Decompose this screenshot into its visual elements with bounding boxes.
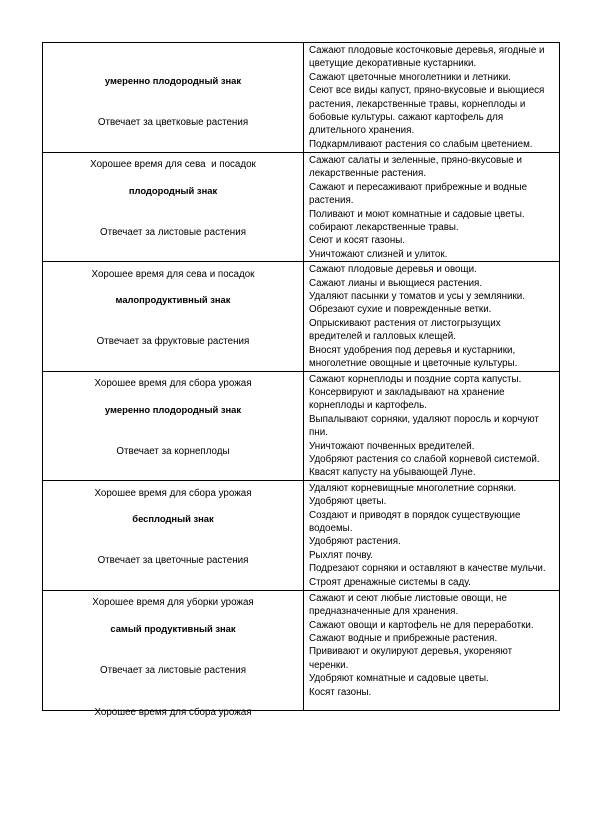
- fertility-label: бесплодный знак: [132, 512, 214, 524]
- action-paragraph: [309, 576, 556, 589]
- action-line: Сажают плодовые деревья и овощи.: [309, 264, 477, 276]
- action-line: Вносят удобрения под деревья и кустарники,: [309, 344, 516, 356]
- action-line: черенки.: [309, 659, 349, 671]
- action-line: Подкармливают растения со слабым цветением.: [309, 138, 533, 150]
- action-line: Прививают и окулируют деревья, укореняют: [309, 646, 513, 658]
- sign-cell: [43, 371, 304, 499]
- action-line: Сажают корнеплоды и поздние сорта капусты.: [309, 373, 522, 385]
- action-line: собирают лекарственные травы.: [309, 222, 459, 234]
- action-paragraph: [309, 562, 556, 575]
- action-paragraph: [309, 154, 556, 181]
- action-line: Квасят капусту на убывающей Луне.: [309, 467, 476, 479]
- action-paragraph: [309, 248, 556, 261]
- action-paragraph: [309, 645, 556, 672]
- actions-cell: [304, 153, 560, 262]
- action-paragraph: [309, 509, 556, 536]
- action-line: Подрезают сорняки и оставляют в качестве мульчи.: [309, 563, 546, 575]
- action-paragraph: [309, 290, 556, 303]
- action-line: длительного хранения.: [309, 125, 415, 137]
- sign-cell: [43, 590, 304, 718]
- action-paragraph: [309, 317, 556, 344]
- action-paragraph: [309, 277, 556, 290]
- responsible-for-text: Отвечает за цветочные растения: [97, 554, 249, 566]
- action-line: вредителей и галловых клещей.: [309, 331, 456, 343]
- action-line: Сажают овощи и картофель не для переработки.: [309, 619, 534, 631]
- good-time-text: Хорошее время для сева и посадок: [90, 159, 256, 170]
- action-line: Сажают и сеют любые листовые овощи, не: [309, 592, 507, 604]
- action-paragraph: [309, 44, 556, 71]
- action-line: бобовые культуры. сажают картофель для: [309, 112, 504, 124]
- action-line: Уничтожают почвенных вредителей.: [309, 440, 475, 452]
- action-line: цветущие декоративные кустарники.: [309, 58, 477, 70]
- action-line: Удобряют растения со слабой корневой системой.: [309, 453, 540, 465]
- action-paragraph: [309, 303, 556, 316]
- action-paragraph: [309, 208, 556, 235]
- action-paragraph: [309, 592, 556, 619]
- action-line: Опрыскивают растения от листогрызущих: [309, 317, 501, 329]
- action-line: многолетние овощные и цветочные культуры.: [309, 358, 518, 370]
- responsible-for-text: Отвечает за листовые растения: [99, 227, 246, 238]
- action-line: корнеплоды и картофель.: [309, 400, 427, 412]
- action-paragraph: [309, 263, 556, 276]
- action-line: Сеют и косят газоны.: [309, 235, 406, 247]
- zodiac-row: [43, 153, 560, 262]
- action-line: Обрезают сухие и поврежденные ветки.: [309, 304, 492, 316]
- action-paragraph: [309, 344, 556, 371]
- sign-description: [92, 594, 254, 748]
- action-paragraph: [309, 632, 556, 645]
- action-line: Удаляют пасынки у томатов и усы у земляники.: [309, 291, 525, 303]
- action-paragraph: [309, 672, 556, 685]
- action-line: Удобряют комнатные и садовые цветы.: [309, 673, 489, 685]
- action-line: Рыхлят почву.: [309, 549, 373, 561]
- sign-cell: [43, 480, 304, 608]
- action-line: Косят газоны.: [309, 686, 372, 698]
- sign-cell: [43, 153, 304, 280]
- action-line: Сажают и пересаживают прибрежные и водные: [309, 181, 528, 193]
- responsible-for-text: Отвечает за фруктовые растения: [96, 336, 250, 348]
- action-paragraph: [309, 686, 556, 699]
- action-paragraph: [309, 440, 556, 453]
- good-time-text: Хорошее время для сбора урожая: [94, 378, 252, 390]
- action-paragraph: [309, 84, 556, 138]
- action-paragraph: [309, 181, 556, 208]
- action-paragraph: [309, 482, 556, 495]
- zodiac-row: [43, 371, 560, 480]
- action-paragraph: [309, 373, 556, 386]
- responsible-for-text: Отвечает за цветковые растения: [97, 117, 249, 128]
- action-line: лекарственные растения.: [309, 168, 427, 180]
- action-line: растения.: [309, 195, 354, 207]
- action-line: Сажают лианы и вьющиеся растения.: [309, 277, 483, 289]
- action-line: Сеют все виды капуст, пряно-вкусовые и вьющиеся: [309, 85, 545, 97]
- action-line: Создают и приводят в порядок существующие: [309, 509, 521, 521]
- action-line: Выпалывают сорняки, удаляют поросль и корчуют: [309, 413, 539, 425]
- zodiac-row: [43, 262, 560, 371]
- good-time-text: Хорошее время для сбора урожая: [94, 706, 252, 718]
- action-line: Удаляют корневищные многолетние сорняки.: [309, 482, 517, 494]
- action-line: Удобряют растения.: [309, 536, 401, 548]
- sign-cell: [43, 43, 304, 170]
- action-line: водоемы.: [309, 522, 353, 534]
- action-line: Сажают плодовые косточковые деревья, ягодные и: [309, 45, 545, 56]
- action-line: Удобряют цветы.: [309, 496, 387, 508]
- action-line: Сажают водные и прибрежные растения.: [309, 632, 498, 644]
- action-paragraph: [309, 549, 556, 562]
- actions-cell: [304, 371, 560, 480]
- zodiac-row: [43, 590, 560, 710]
- fertility-label: малопродуктивный знак: [115, 294, 231, 306]
- action-paragraph: [309, 234, 556, 247]
- action-paragraph: [309, 71, 556, 84]
- action-paragraph: [309, 138, 556, 151]
- good-time-text: Хорошее время для сева и посадок: [91, 269, 255, 280]
- actions-cell: [304, 43, 560, 153]
- action-line: Сажают салаты и зеленные, пряно-вкусовые и: [309, 155, 522, 166]
- action-paragraph: [309, 386, 556, 413]
- sign-cell: [43, 262, 304, 390]
- action-line: Уничтожают слизней и улиток.: [309, 248, 448, 260]
- responsible-for-text: Отвечает за корнеплоды: [116, 445, 230, 457]
- zodiac-row: [43, 43, 560, 153]
- actions-cell: [304, 480, 560, 590]
- action-line: растения, лекарственные травы, корнеплоды и: [309, 98, 526, 110]
- action-paragraph: [309, 453, 556, 466]
- responsible-for-text: Отвечает за листовые растения: [99, 664, 246, 676]
- zodiac-row: [43, 480, 560, 590]
- good-time-text: Хорошее время для уборки урожая: [92, 596, 254, 608]
- action-line: Консервируют и закладывают на хранение: [309, 386, 505, 398]
- action-paragraph: [309, 619, 556, 632]
- action-line: пни.: [309, 427, 328, 439]
- fertility-label: умеренно плодородный знак: [104, 403, 242, 415]
- good-time-text: Хорошее время для сбора урожая: [94, 487, 252, 499]
- action-line: Сажают цветочные многолетники и летники.: [309, 71, 511, 83]
- action-paragraph: [309, 535, 556, 548]
- action-line: Строят дренажные системы в саду.: [309, 576, 471, 588]
- action-paragraph: [309, 413, 556, 440]
- fertility-label: плодородный знак: [128, 185, 218, 196]
- actions-cell: [304, 590, 560, 710]
- action-line: Поливают и моют комнатные и садовые цветы.: [309, 208, 525, 220]
- action-paragraph: [309, 495, 556, 508]
- fertility-label: умеренно плодородный знак: [104, 75, 242, 86]
- zodiac-gardening-table: [42, 42, 560, 718]
- actions-cell: [304, 262, 560, 371]
- fertility-label: самый продуктивный знак: [110, 622, 236, 634]
- action-paragraph: [309, 466, 556, 479]
- action-line: предназначенные для хранения.: [309, 606, 459, 618]
- table-body: [43, 43, 560, 718]
